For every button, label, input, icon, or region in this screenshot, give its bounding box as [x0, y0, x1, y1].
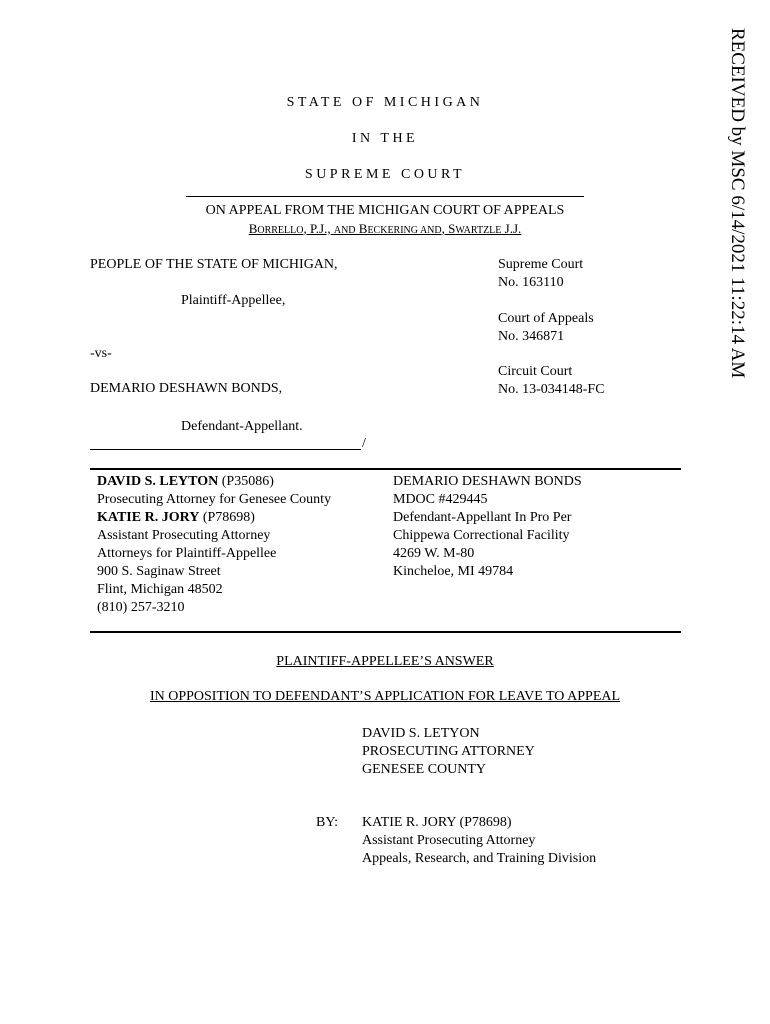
circuit-court-number: No. 13-034148-FC — [498, 382, 605, 397]
prosecutor-line: DAVID S. LEYTON (P35086) — [97, 474, 274, 489]
supreme-court-label: Supreme Court — [498, 257, 584, 272]
defendant-role: Defendant-Appellant. — [181, 419, 303, 434]
court-heading: SUPREME COURT — [304, 167, 466, 182]
counsel-bottom-rule — [90, 631, 681, 633]
caption-rule — [90, 449, 361, 450]
defendant-block-role: Defendant-Appellant In Pro Per — [393, 510, 572, 525]
answer-title: PLAINTIFF-APPELLEE’S ANSWER — [276, 654, 494, 669]
versus: -vs- — [90, 346, 112, 361]
answer-subtitle: IN OPPOSITION TO DEFENDANT’S APPLICATION FOR LEAVE TO APPEAL — [149, 689, 621, 704]
appeals-court-label: Court of Appeals — [498, 311, 594, 326]
counsel-city: Flint, Michigan 48502 — [97, 582, 223, 597]
attorneys-for: Attorneys for Plaintiff-Appellee — [97, 546, 277, 561]
plaintiff-name: PEOPLE OF THE STATE OF MICHIGAN, — [90, 257, 338, 272]
caption-slash: / — [362, 436, 366, 451]
assistant-line: KATIE R. JORY (P78698) — [97, 510, 255, 525]
signature-title-1: PROSECUTING ATTORNEY — [362, 744, 535, 759]
received-stamp: RECEIVED by MSC 6/14/2021 11:22:14 AM — [727, 28, 748, 379]
defendant-city: Kincheloe, MI 49784 — [393, 564, 514, 579]
prosecutor-title: Prosecuting Attorney for Genesee County — [97, 492, 332, 507]
defendant-facility: Chippewa Correctional Facility — [393, 528, 570, 543]
signature-name-1: DAVID S. LETYON — [362, 726, 480, 741]
counsel-top-rule — [90, 468, 681, 470]
defendant-name: DEMARIO DESHAWN BONDS, — [90, 381, 283, 396]
defendant-mdoc: MDOC #429445 — [393, 492, 488, 507]
circuit-court-label: Circuit Court — [498, 364, 573, 379]
signature-by: BY: — [316, 815, 339, 830]
supreme-court-number: No. 163110 — [498, 275, 564, 290]
signature-name-2: KATIE R. JORY (P78698) — [362, 815, 512, 830]
appeal-from-line: ON APPEAL FROM THE MICHIGAN COURT OF APPEALS — [205, 203, 565, 218]
counsel-phone: (810) 257-3210 — [97, 600, 185, 615]
panel-judges: BORRELLO, P.J., AND BECKERING AND, SWARTZLE J.J. — [248, 221, 522, 236]
signature-division: Appeals, Research, and Training Division — [362, 851, 597, 866]
in-the-heading: IN THE — [351, 131, 419, 146]
signature-county: GENESEE COUNTY — [362, 762, 487, 777]
assistant-title: Assistant Prosecuting Attorney — [97, 528, 271, 543]
plaintiff-role: Plaintiff-Appellee, — [181, 293, 286, 308]
heading-rule — [186, 196, 584, 197]
appeals-court-number: No. 346871 — [498, 329, 565, 344]
signature-title-2: Assistant Prosecuting Attorney — [362, 833, 536, 848]
state-heading: STATE OF MICHIGAN — [286, 95, 484, 110]
defendant-block-name: DEMARIO DESHAWN BONDS — [393, 474, 582, 489]
defendant-address: 4269 W. M-80 — [393, 546, 475, 561]
counsel-street: 900 S. Saginaw Street — [97, 564, 221, 579]
